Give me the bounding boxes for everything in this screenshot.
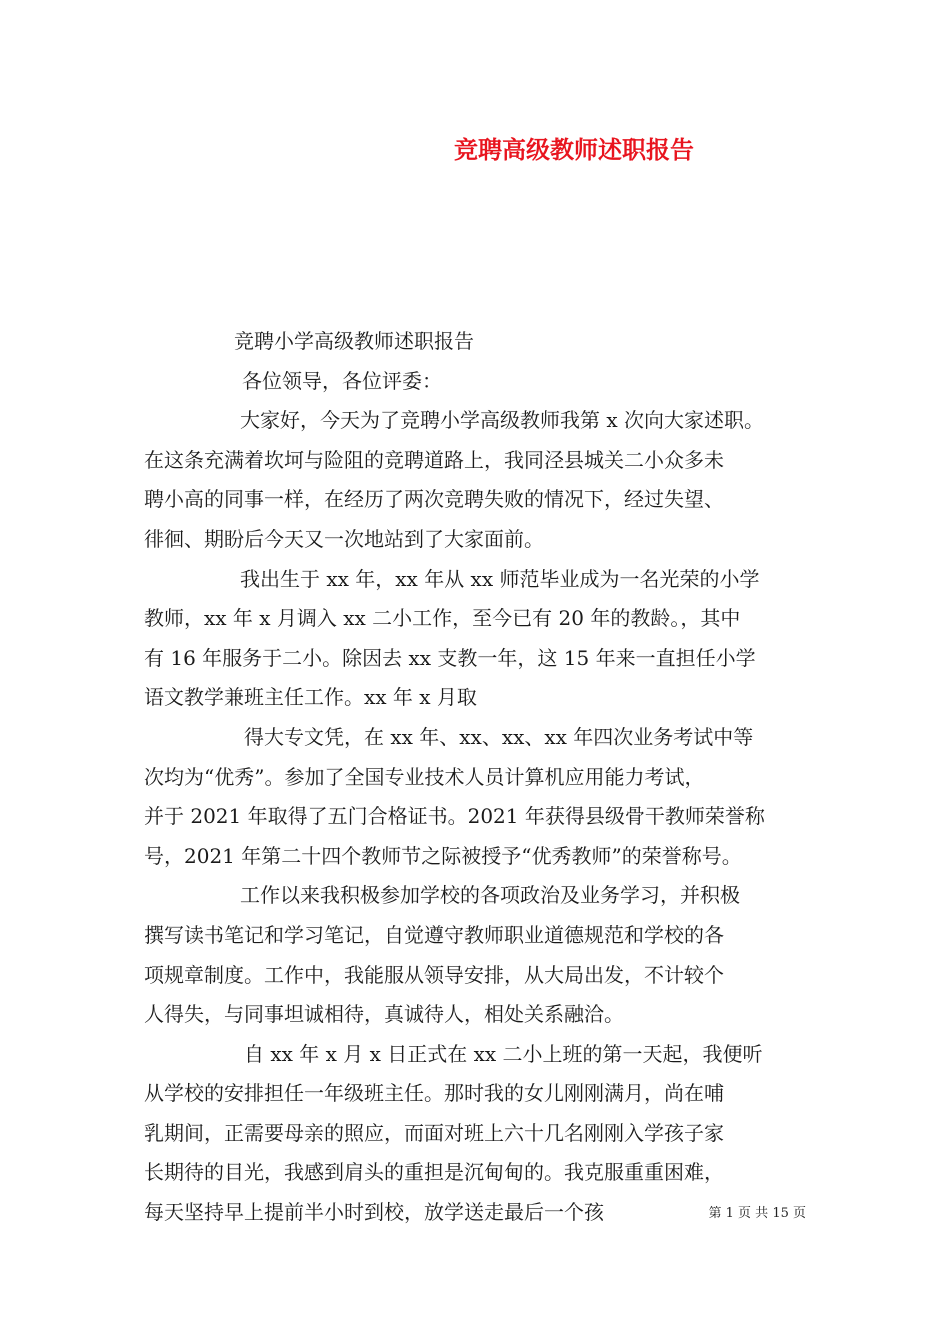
subtitle-line: 竞聘小学高级教师述职报告 <box>234 329 474 353</box>
body-line: 在这条充满着坎坷与险阻的竞聘道路上，我同泾县城关二小众多未 <box>144 447 724 472</box>
body-line: 长期待的目光，我感到肩头的重担是沉甸甸的。我克服重重困难， <box>144 1160 724 1185</box>
body-line: 语文教学兼班主任工作。xx 年 x 月取 <box>144 685 477 710</box>
page-number: 第 1 页 共 15 页 <box>708 1206 806 1221</box>
body-line: 我出生于 xx 年，xx 年从 xx 师范毕业成为一名光荣的小学 <box>240 566 760 591</box>
body-line: 号，2021 年第二十四个教师节之际被授予“优秀教师”的荣誉称号。 <box>144 843 742 868</box>
body-line: 项规章制度。工作中，我能服从领导安排，从大局出发，不计较个 <box>144 962 724 987</box>
document-title: 竞聘高级教师述职报告 <box>454 135 694 164</box>
body-line: 徘徊、期盼后今天又一次地站到了大家面前。 <box>144 526 544 551</box>
body-line: 教师，xx 年 x 月调入 xx 二小工作，至今已有 20 年的教龄。，其中 <box>144 606 741 631</box>
body-line: 工作以来我积极参加学校的各项政治及业务学习，并积极 <box>240 883 740 908</box>
document-body <box>144 322 816 1233</box>
body-line: 自 xx 年 x 月 x 日正式在 xx 二小上班的第一天起，我便听 <box>244 1041 763 1066</box>
body-line: 有 16 年服务于二小。除因去 xx 支教一年，这 15 年来一直担任小学 <box>144 645 756 670</box>
body-line: 大家好，今天为了竞聘小学高级教师我第 x 次向大家述职。 <box>240 408 764 433</box>
greeting-line: 各位领导，各位评委： <box>242 368 442 393</box>
body-line: 得大专文凭，在 xx 年、xx、xx、xx 年四次业务考试中等 <box>244 724 754 749</box>
body-line: 聘小高的同事一样，在经历了两次竞聘失败的情况下，经过失望、 <box>144 487 724 512</box>
body-line: 并于 2021 年取得了五门合格证书。2021 年获得县级骨干教师荣誉称 <box>144 804 765 829</box>
body-line: 次均为“优秀”。参加了全国专业技术人员计算机应用能力考试， <box>144 764 705 789</box>
body-line: 撰写读书笔记和学习笔记，自觉遵守教师职业道德规范和学校的各 <box>144 922 724 947</box>
body-line: 每天坚持早上提前半小时到校，放学送走最后一个孩 <box>144 1200 604 1225</box>
body-line: 人得失，与同事坦诚相待，真诚待人，相处关系融洽。 <box>144 1002 624 1027</box>
body-line: 乳期间，正需要母亲的照应，而面对班上六十几名刚刚入学孩子家 <box>144 1120 724 1145</box>
body-line: 从学校的安排担任一年级班主任。那时我的女儿刚刚满月，尚在哺 <box>144 1081 724 1106</box>
